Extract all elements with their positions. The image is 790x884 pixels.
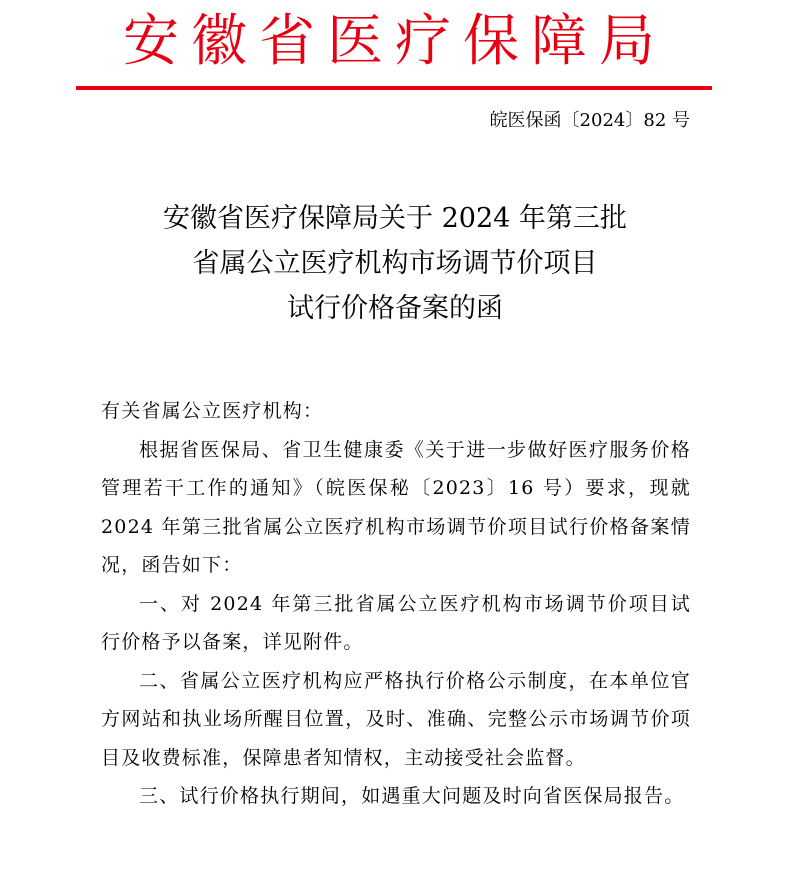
body-paragraph-intro: 根据省医保局、省卫生健康委《关于进一步做好医疗服务价格管理若干工作的通知》（皖医保秘〔2023〕16 号）要求，现就 2024 年第三批省属公立医疗机构市场调节价项目试行价格备案情况，函告如下： (101, 438, 691, 576)
body-paragraph-item-3: 三、试行价格执行期间，如遇重大问题及时向省医保局报告。 (139, 785, 685, 807)
document-title (0, 196, 790, 331)
document-number: 皖医保函〔2024〕82 号 (489, 110, 690, 131)
letterhead-red-rule (76, 86, 712, 90)
title-line-2: 省属公立医疗机构市场调节价项目 (192, 248, 598, 279)
body-paragraph-item-2: 二、省属公立医疗机构应严格执行价格公示制度，在本单位官方网站和执业场所醒目位置，及时、准确、完整公示市场调节价项目及收费标准，保障患者知情权，主动接受社会监督。 (101, 669, 691, 769)
title-line-1: 安徽省医疗保障局关于 2024 年第三批 (163, 203, 627, 234)
title-line-3: 试行价格备案的函 (287, 293, 503, 324)
document-body (101, 392, 691, 816)
salutation: 有关省属公立医疗机构： (101, 400, 324, 422)
body-paragraph-item-1: 一、对 2024 年第三批省属公立医疗机构市场调节价项目试行价格予以备案，详见附件。 (101, 592, 691, 653)
letterhead-org-name: 安徽省医疗保障局 (123, 9, 667, 74)
